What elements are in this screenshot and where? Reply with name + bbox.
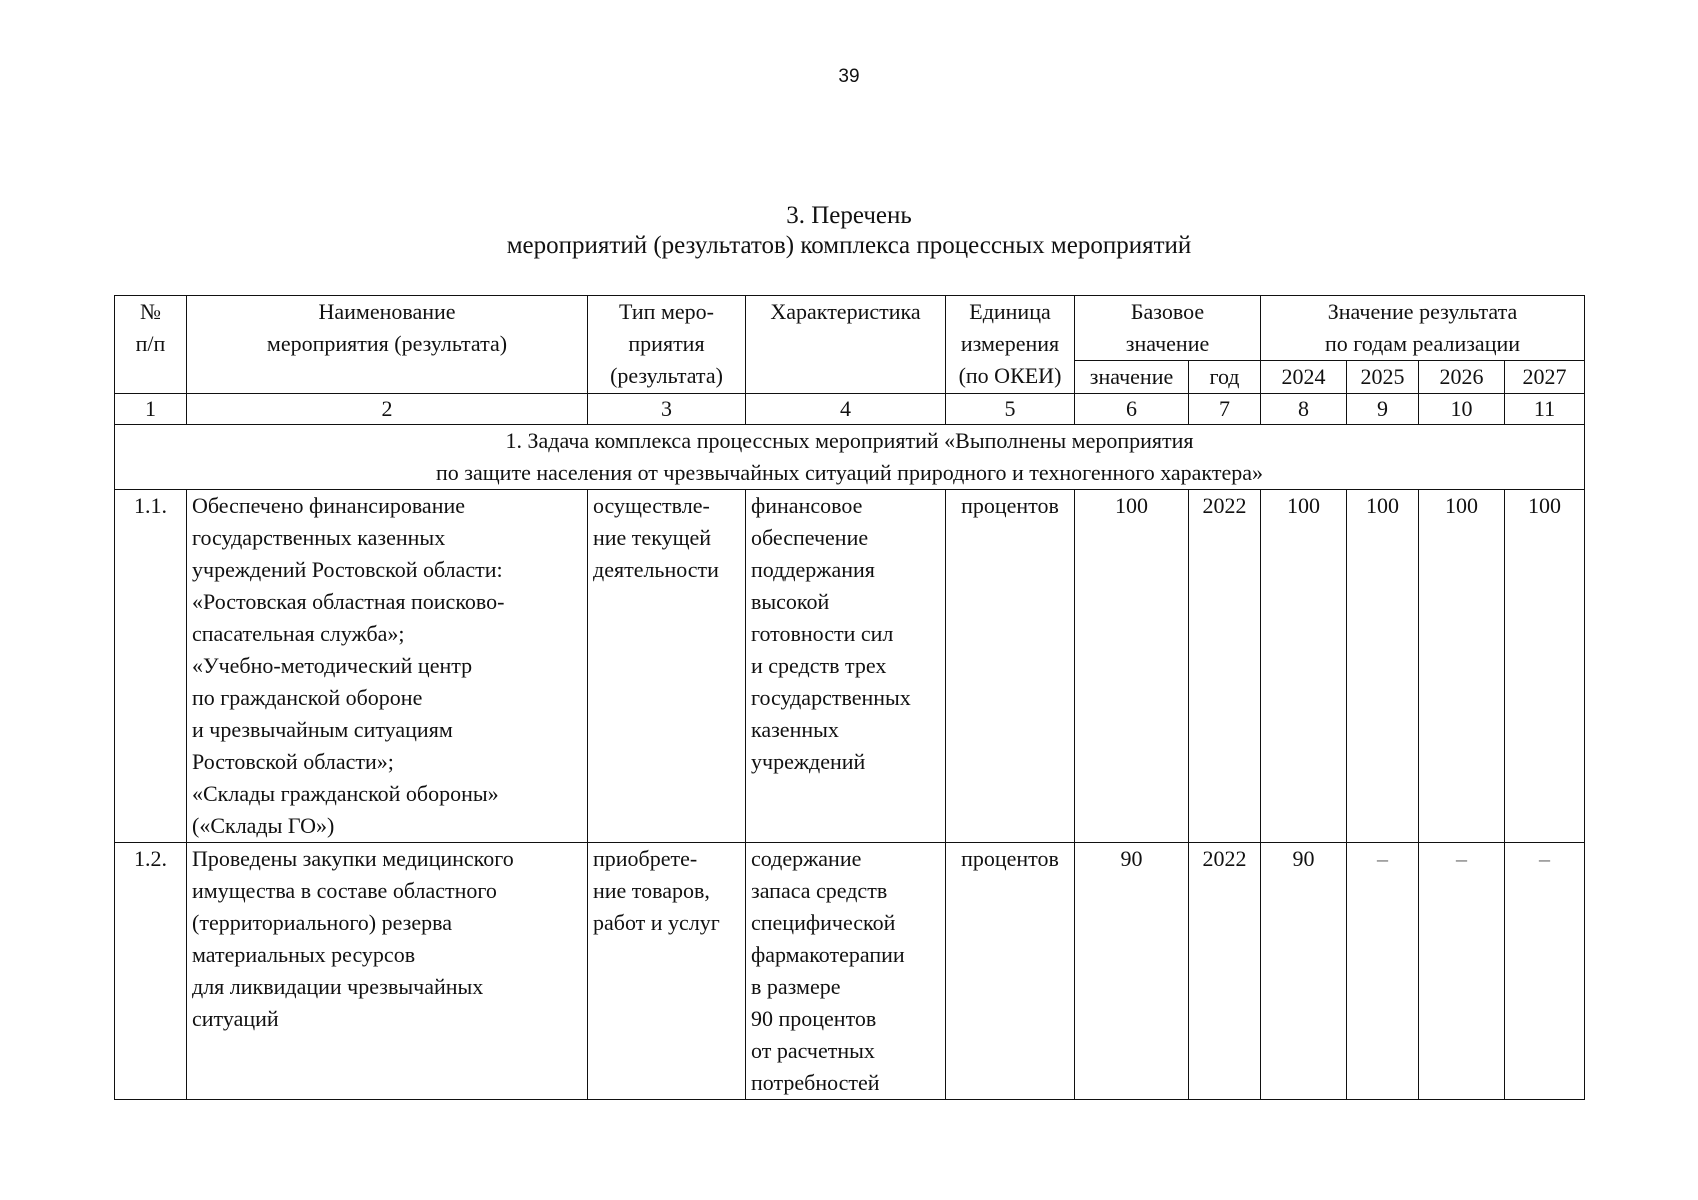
header-base: Базовое значение xyxy=(1075,296,1261,361)
column-number: 7 xyxy=(1189,394,1261,425)
section-row xyxy=(115,425,1585,490)
row-name: Обеспечено финансирование государственных казенных учреждений Ростовской области: «Ростовская областная поисково- спасательная служба»; «Учебно-методический центр по гражданской обороне и чрезвычайным ситуациям Ростовской области»; «Склады гражданской обороны» («Склады ГО») xyxy=(187,490,588,843)
column-number: 2 xyxy=(187,394,588,425)
row-base-value: 90 xyxy=(1075,843,1189,1100)
header-year-2027: 2027 xyxy=(1505,361,1585,394)
row-type: осуществле- ние текущей деятельности xyxy=(588,490,746,843)
header-year-2025: 2025 xyxy=(1347,361,1419,394)
row-unit: процентов xyxy=(946,490,1075,843)
row-base-value: 100 xyxy=(1075,490,1189,843)
column-number: 6 xyxy=(1075,394,1189,425)
header-base-value: значение xyxy=(1075,361,1189,394)
header-year-2024: 2024 xyxy=(1261,361,1347,394)
row-base-year: 2022 xyxy=(1189,843,1261,1100)
measures-table xyxy=(114,295,1585,1100)
row-characteristic: финансовое обеспечение поддержания высокой готовности сил и средств трех государственных казенных учреждений xyxy=(746,490,946,843)
header-num: № п/п xyxy=(115,296,187,394)
column-number: 10 xyxy=(1419,394,1505,425)
page-number: 39 xyxy=(838,66,860,87)
row-value-2025: – xyxy=(1347,843,1419,1100)
header-unit: Единица измерения (по ОКЕИ) xyxy=(946,296,1075,394)
column-number: 1 xyxy=(115,394,187,425)
header-characteristic: Характеристика xyxy=(746,296,946,394)
row-name: Проведены закупки медицинского имущества в составе областного (территориального) резерва материальных ресурсов для ликвидации чрезвычайных ситуаций xyxy=(187,843,588,1100)
title-line-1: 3. Перечень xyxy=(786,202,912,229)
row-type: приобрете- ние товаров, работ и услуг xyxy=(588,843,746,1100)
row-characteristic: содержание запаса средств специфической фармакотерапии в размере 90 процентов от расчетных потребностей xyxy=(746,843,946,1100)
table-row xyxy=(115,490,1585,843)
header-type: Тип меро- приятия (результата) xyxy=(588,296,746,394)
row-value-2024: 90 xyxy=(1261,843,1347,1100)
column-number: 4 xyxy=(746,394,946,425)
column-number: 11 xyxy=(1505,394,1585,425)
column-number: 9 xyxy=(1347,394,1419,425)
row-num: 1.1. xyxy=(115,490,187,843)
row-value-2024: 100 xyxy=(1261,490,1347,843)
row-value-2025: 100 xyxy=(1347,490,1419,843)
row-value-2027: 100 xyxy=(1505,490,1585,843)
column-number: 8 xyxy=(1261,394,1347,425)
header-name: Наименование мероприятия (результата) xyxy=(187,296,588,394)
column-number: 5 xyxy=(946,394,1075,425)
document-title xyxy=(0,201,1698,261)
row-value-2027: – xyxy=(1505,843,1585,1100)
column-number: 3 xyxy=(588,394,746,425)
table-row xyxy=(115,843,1585,1100)
row-value-2026: – xyxy=(1419,843,1505,1100)
row-base-year: 2022 xyxy=(1189,490,1261,843)
column-numbers-row xyxy=(115,394,1585,425)
header-year-2026: 2026 xyxy=(1419,361,1505,394)
row-value-2026: 100 xyxy=(1419,490,1505,843)
row-num: 1.2. xyxy=(115,843,187,1100)
row-unit: процентов xyxy=(946,843,1075,1100)
header-result: Значение результата по годам реализации xyxy=(1261,296,1585,361)
header-base-year: год xyxy=(1189,361,1261,394)
title-line-2: мероприятий (результатов) комплекса процессных мероприятий xyxy=(506,232,1192,259)
section-title: 1. Задача комплекса процессных мероприятий «Выполнены мероприятия по защите населения от чрезвычайных ситуаций природного и техногенного характера» xyxy=(115,425,1585,490)
